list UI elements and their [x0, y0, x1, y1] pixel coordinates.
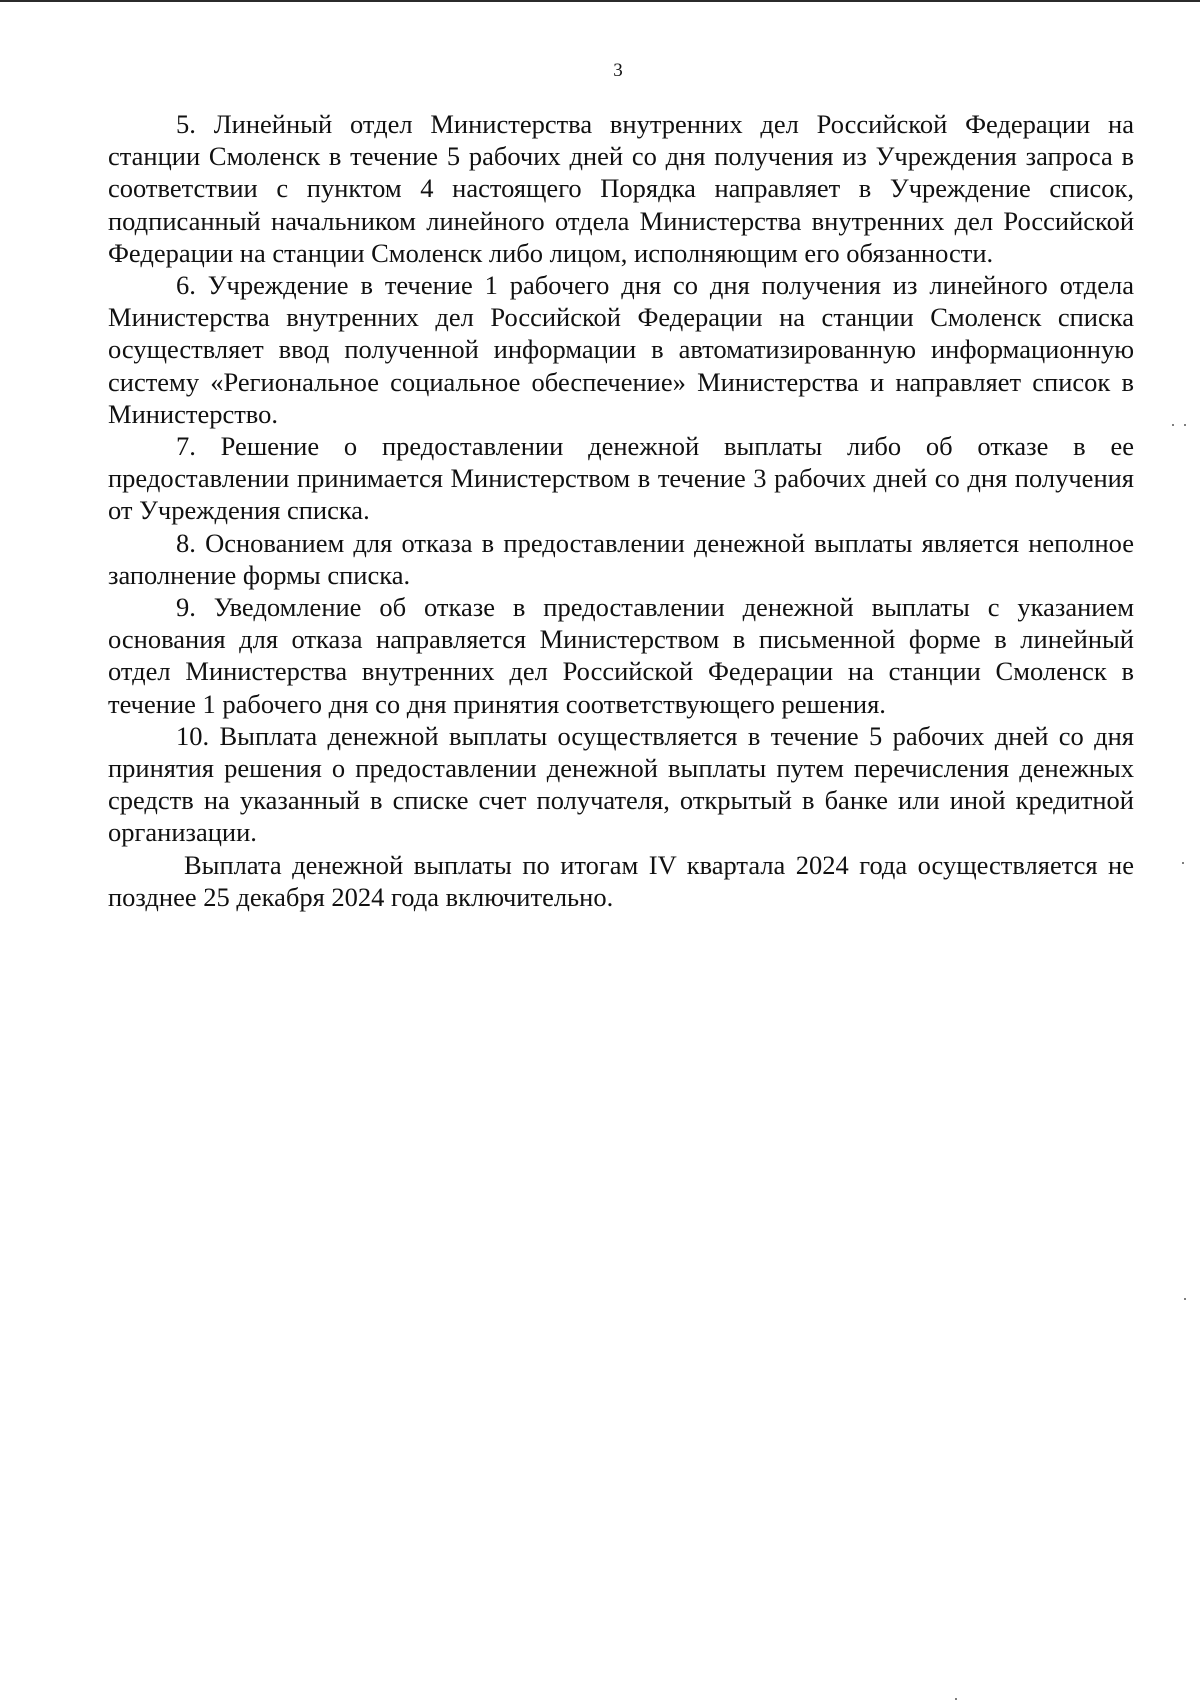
- scan-top-border: [0, 0, 1200, 2]
- page-number: 3: [613, 60, 623, 81]
- scan-speck: [1182, 862, 1184, 864]
- paragraph-8: 8. Основанием для отказа в предоставлении денежной выплаты является неполное заполнение формы списка.: [108, 527, 1134, 590]
- paragraph-6: 6. Учреждение в течение 1 рабочего дня со дня получения из линейного отдела Министерства внутренних дел Российской Федерации на станции Смоленск списка осуществляет ввод полученной информации в автоматизированную информационную систему «Региональное социальное обеспечение» Министерства и направляет список в Министерство.: [108, 270, 1134, 429]
- paragraph-7: 7. Решение о предоставлении денежной выплаты либо об отказе в ее предоставлении принимается Министерством в течение 3 рабочих дней со дня получения от Учреждения списка.: [108, 431, 1134, 526]
- scan-speck: [1184, 1298, 1186, 1300]
- scan-speck: [1172, 424, 1174, 426]
- scan-speck: [1184, 424, 1186, 426]
- paragraph-payment-deadline: Выплата денежной выплаты по итогам IV квартала 2024 года осуществляется не позднее 25 декабря 2024 года включительно.: [108, 849, 1134, 912]
- paragraph-9: 9. Уведомление об отказе в предоставлении денежной выплаты с указанием основания для отказа направляется Министерством в письменной форме в линейный отдел Министерства внутренних дел Российской Федерации на станции Смоленск в течение 1 рабочего дня со дня принятия соответствующего решения.: [108, 592, 1134, 719]
- scan-speck: [955, 1698, 957, 1700]
- paragraph-10: 10. Выплата денежной выплаты осуществляется в течение 5 рабочих дней со дня принятия решения о предоставлении денежной выплаты путем перечисления денежных средств на указанный в списке счет получателя, открытый в банке или иной кредитной организации.: [108, 720, 1134, 848]
- paragraph-5: 5. Линейный отдел Министерства внутренних дел Российской Федерации на станции Смоленск в течение 5 рабочих дней со дня получения из Учреждения запроса в соответствии с пунктом 4 настоящего Порядка направляет в Учреждение список, подписанный начальником линейного отдела Министерства внутренних дел Российской Федерации на станции Смоленск либо лицом, исполняющим его обязанности.: [108, 109, 1134, 268]
- document-body: [108, 108, 1134, 913]
